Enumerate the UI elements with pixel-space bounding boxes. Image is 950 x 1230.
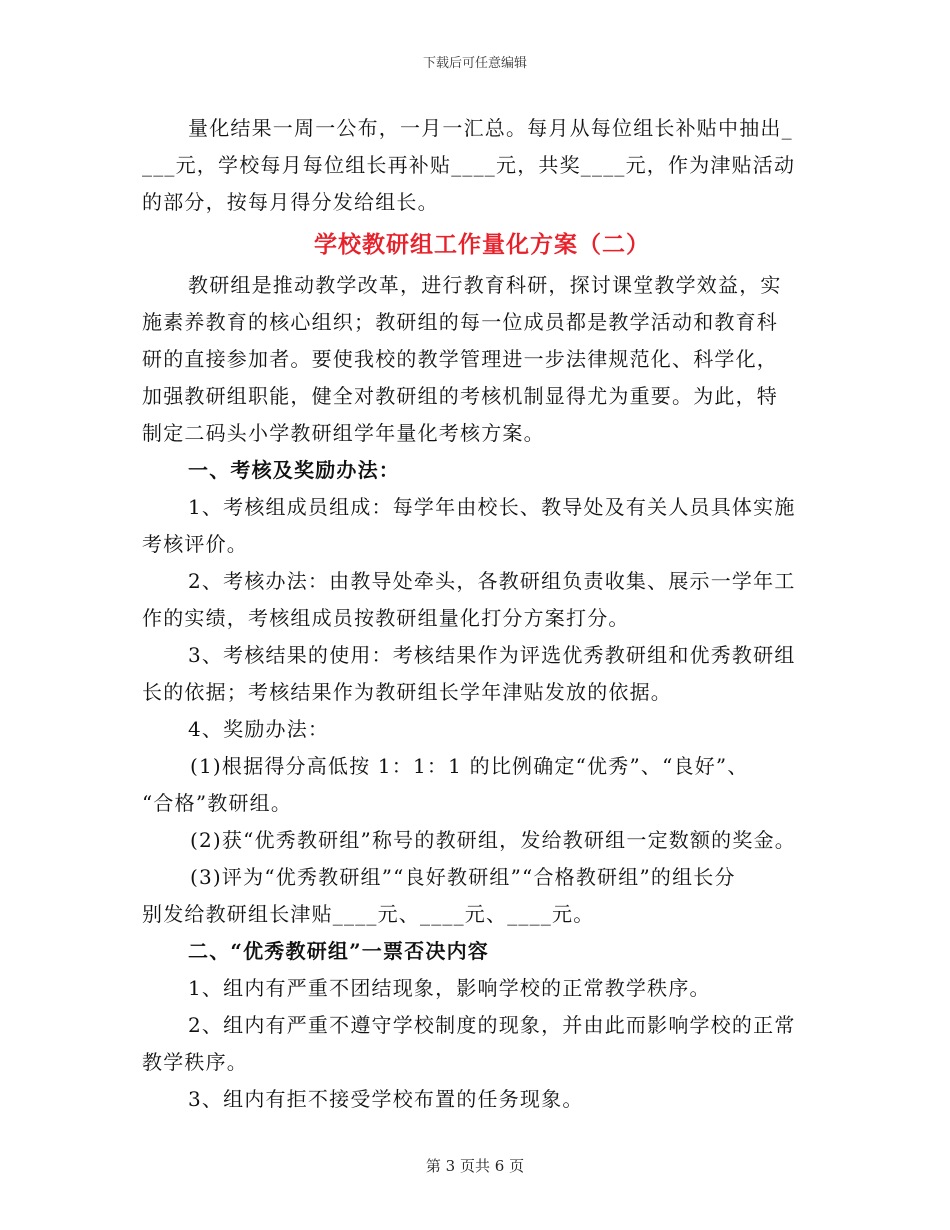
page-footer: 第 3 页共 6 页 bbox=[425, 1157, 525, 1175]
list-item-continuation: 教学秩序。 bbox=[142, 1050, 248, 1074]
paragraph-line: 研的直接参加者。要使我校的教学管理进一步法律规范化、科学化， bbox=[142, 347, 778, 371]
list-item: 2、组内有严重不遵守学校制度的现象，并由此而影响学校的正常 bbox=[188, 1013, 796, 1037]
intro-line: ___元，学校每月每位组长再补贴____元，共奖____元，作为津贴活动 bbox=[142, 153, 796, 177]
document-title: 学校教研组工作量化方案（二） bbox=[314, 231, 650, 258]
paragraph-line: 制定二码头小学教研组学年量化考核方案。 bbox=[142, 421, 545, 445]
paragraph-line: 施素养教育的核心组织；教研组的每一位成员都是教学活动和教育科 bbox=[142, 310, 778, 334]
list-item-continuation: 长的依据；考核结果作为教研组长学年津贴发放的依据。 bbox=[142, 680, 672, 704]
list-item: 1、组内有严重不团结现象，影响学校的正常教学秩序。 bbox=[188, 976, 711, 1000]
document-body bbox=[142, 110, 822, 1118]
list-item: 3、考核结果的使用：考核结果作为评选优秀教研组和优秀教研组 bbox=[188, 643, 796, 667]
intro-line: 量化结果一周一公布，一月一汇总。每月从每位组长补贴中抽出_ bbox=[188, 116, 793, 140]
list-item: 4、奖励办法： bbox=[188, 717, 330, 741]
section-heading: 二、“优秀教研组”一票否决内容 bbox=[188, 939, 490, 963]
sub-item: (2)获“优秀教研组”称号的教研组，发给教研组一定数额的奖金。 bbox=[190, 828, 796, 852]
list-item: 1、考核组成员组成：每学年由校长、教导处及有关人员具体实施 bbox=[188, 495, 796, 519]
sub-item: (3)评为“优秀教研组”“良好教研组”“合格教研组”的组长分 bbox=[190, 865, 736, 889]
paragraph-line: 加强教研组职能，健全对教研组的考核机制显得尤为重要。为此，特 bbox=[142, 384, 778, 408]
list-item-continuation: 作的实绩，考核组成员按教研组量化打分方案打分。 bbox=[142, 606, 630, 630]
sub-item: (1)根据得分高低按 1：1：1 的比例确定“优秀”、“良好”、 bbox=[190, 754, 749, 778]
section-heading: 一、考核及奖励办法： bbox=[188, 458, 400, 482]
list-item-continuation: 考核评价。 bbox=[142, 532, 248, 556]
page-header: 下载后可任意编辑 bbox=[422, 56, 527, 71]
sub-item-continuation: 别发给教研组长津贴____元、____元、____元。 bbox=[142, 902, 595, 926]
list-item: 3、组内有拒不接受学校布置的任务现象。 bbox=[188, 1087, 584, 1111]
list-item: 2、考核办法：由教导处牵头，各教研组负责收集、展示一学年工 bbox=[188, 569, 796, 593]
paragraph-line: 教研组是推动教学改革，进行教育科研，探讨课堂教学效益，实 bbox=[188, 273, 782, 297]
sub-item-continuation: “合格”教研组。 bbox=[142, 791, 293, 815]
intro-line: 的部分，按每月得分发给组长。 bbox=[142, 190, 439, 214]
